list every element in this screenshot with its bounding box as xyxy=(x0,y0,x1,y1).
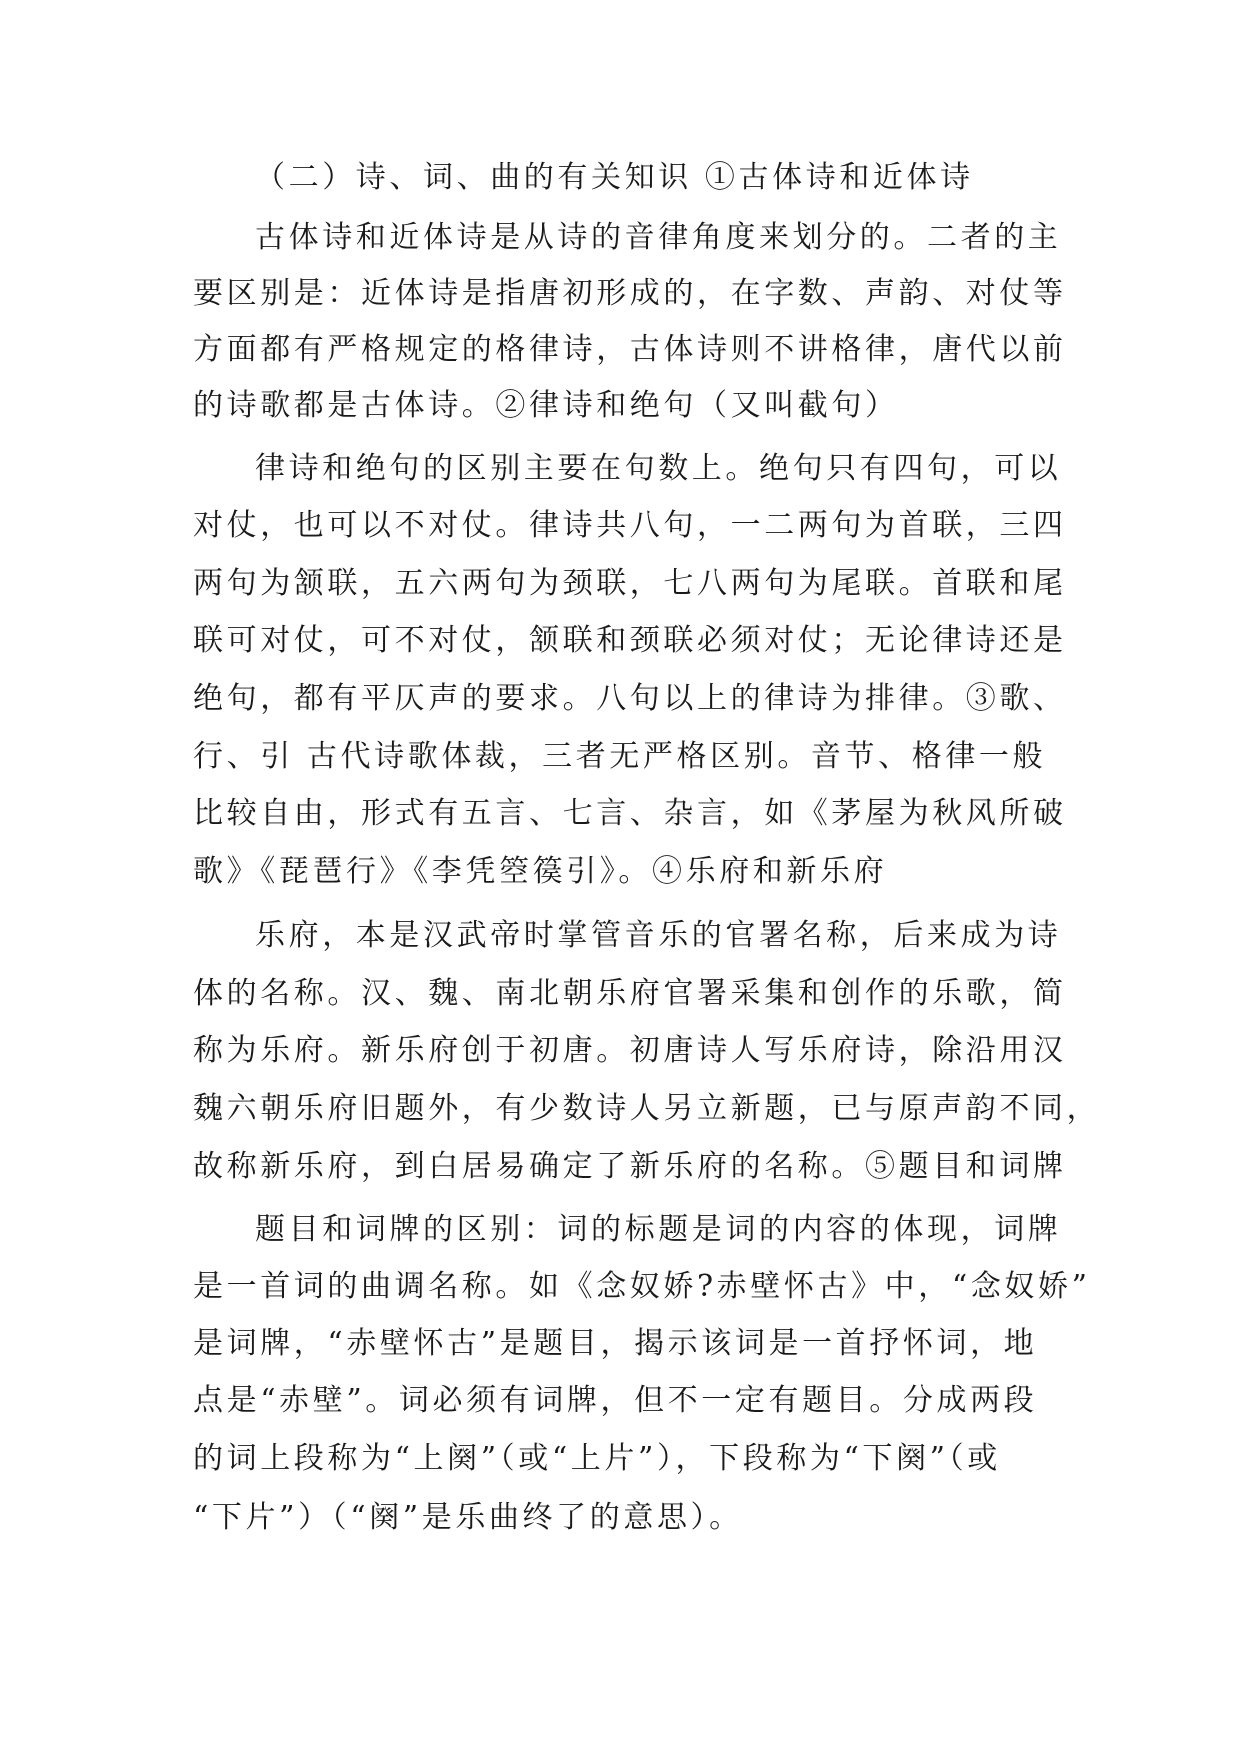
paragraph-line: 的诗歌都是古体诗。②律诗和绝句（又叫截句） xyxy=(193,388,899,423)
paragraph-line: 是一首词的曲调名称。如《念奴娇?赤壁怀古》中，“念奴娇” xyxy=(193,1269,1091,1304)
paragraph-line: 魏六朝乐府旧题外，有少数诗人另立新题，已与原声韵不同， xyxy=(193,1091,1101,1126)
paragraph-line: 是词牌，“赤壁怀古”是题目，揭示该词是一首抒怀词，地 xyxy=(193,1326,1038,1361)
paragraph-line: 体的名称。汉、魏、南北朝乐府官署采集和创作的乐歌，简 xyxy=(193,976,1067,1011)
paragraph-line: 方面都有严格规定的格律诗，古体诗则不讲格律，唐代以前 xyxy=(193,332,1067,367)
paragraph-line: 比较自由，形式有五言、七言、杂言，如《茅屋为秋风所破 xyxy=(193,796,1067,831)
paragraph-line: 联可对仗，可不对仗，颔联和颈联必须对仗；无论律诗还是 xyxy=(193,623,1067,658)
paragraph-line: 歌》《琵琶行》《李凭箜篌引》。④乐府和新乐府 xyxy=(193,854,888,889)
paragraph-line: 乐府，本是汉武帝时掌管音乐的官署名称，后来成为诗 xyxy=(255,918,1062,953)
section-heading-line: （二）诗、词、曲的有关知识 ①古体诗和近体诗 xyxy=(255,160,974,195)
paragraph-line: 古体诗和近体诗是从诗的音律角度来划分的。二者的主 xyxy=(255,220,1062,255)
paragraph-line: 行、引 古代诗歌体裁，三者无严格区别。音节、格律一般 xyxy=(193,739,1047,774)
paragraph-line: 对仗，也可以不对仗。律诗共八句，一二两句为首联，三四 xyxy=(193,508,1067,543)
paragraph-line: 称为乐府。新乐府创于初唐。初唐诗人写乐府诗，除沿用汉 xyxy=(193,1033,1067,1068)
paragraph-line: 绝句，都有平仄声的要求。八句以上的律诗为排律。③歌、 xyxy=(193,681,1067,716)
paragraph-line: “下片”）（“阕”是乐曲终了的意思）。 xyxy=(193,1500,743,1535)
paragraph-line: 律诗和绝句的区别主要在句数上。绝句只有四句，可以 xyxy=(255,451,1062,486)
paragraph-line: 两句为颔联，五六两句为颈联，七八两句为尾联。首联和尾 xyxy=(193,566,1067,601)
paragraph-line: 点是“赤壁”。词必须有词牌，但不一定有题目。分成两段 xyxy=(193,1383,1038,1418)
paragraph-line: 题目和词牌的区别：词的标题是词的内容的体现，词牌 xyxy=(255,1212,1062,1247)
paragraph-line: 要区别是：近体诗是指唐初形成的，在字数、声韵、对仗等 xyxy=(193,276,1067,311)
paragraph-line: 的词上段称为“上阕”（或“上片”），下段称为“下阕”（或 xyxy=(193,1441,1001,1476)
paragraph-line: 故称新乐府，到白居易确定了新乐府的名称。⑤题目和词牌 xyxy=(193,1149,1067,1184)
